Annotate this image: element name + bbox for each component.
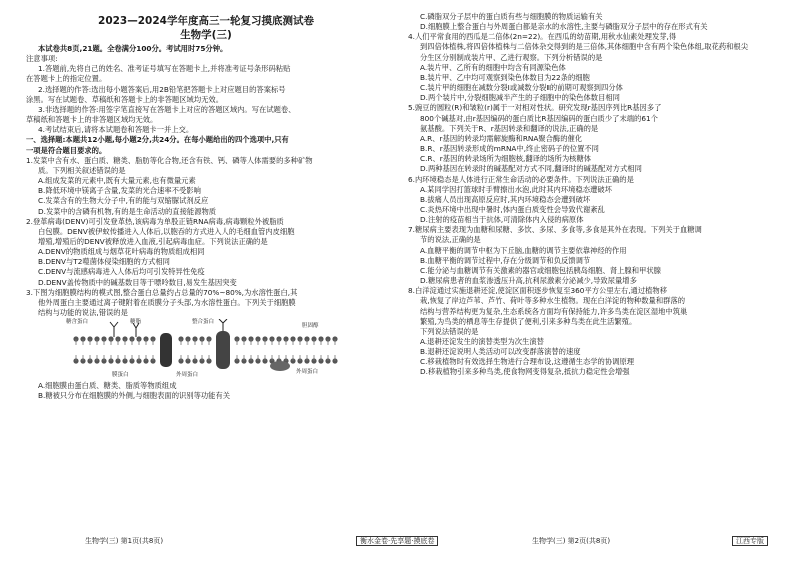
text-line: B.糖被只分布在细胞膜的外侧,与细胞表面的识别等功能有关 xyxy=(38,391,231,401)
text-line: 800个碱基对,由r基因编码的蛋白质比R基因编码的蛋白质少了末端的61个 xyxy=(420,113,658,123)
text-line: A.某同学因打篮球时手臂擦出水泡,此时其内环境稳态遭破坏 xyxy=(420,184,612,194)
text-line: B.退耕还淀说明人类活动可以改变群落演替的速度 xyxy=(420,347,581,357)
protein-sugar-chain xyxy=(219,319,227,331)
text-line: C.磷脂双分子层中的蛋白质有些与细胞膜的物质运输有关 xyxy=(420,12,603,21)
text-line: 一、选择题:本题共12小题,每小题2分,共24分。在每小题给出的四个选项中,只有 xyxy=(26,135,289,145)
text-line: 1.答题前,先将自己的姓名、准考证号填写在答题卡上,并将准考证号条形码粘贴 xyxy=(38,64,291,74)
text-line: B.装片甲、乙中均可观察到染色体数目为22条的细胞 xyxy=(420,72,590,82)
text-line: 白包膜。DENV被伊蚊传播进入人体后,以胞吞的方式进入人的毛细血管内皮细胞 xyxy=(38,226,295,236)
text-line: 在答题卡上的指定位置。 xyxy=(26,74,107,84)
text-line: A.组成发菜的元素中,既有大量元素,也有微量元素 xyxy=(38,176,196,186)
text-line: 结构与营养结构更为复杂,生态系统各方面均有保持能力,许多鸟类在淀区湿地中筑巢 xyxy=(420,306,688,316)
text-line: 4.考试结束后,请将本试题卷和答题卡一并上交。 xyxy=(38,125,194,135)
text-line: D.两个装片中,分裂细胞减半产生的子细胞中的染色体数目相同 xyxy=(420,93,620,103)
text-line: C.发菜含有的生物大分子中,有的能与双缩脲试剂反应 xyxy=(38,196,209,206)
glycolipid-chain xyxy=(133,323,139,337)
cell-membrane-figure xyxy=(26,319,386,379)
peripheral-protein-shape xyxy=(270,361,290,371)
right-lines xyxy=(408,12,780,378)
text-line: B.R、r基因转录形成的mRNA中,终止密码子的位置不同 xyxy=(420,144,599,154)
series-tag: 衡水金卷·先享题·摸底卷 xyxy=(356,536,438,546)
text-line: D.两种基因在转录时的碱基配对方式不同,翻译时的碱基配对方式相同 xyxy=(420,164,642,174)
text-line: 增殖,增殖后的DENV被释放进入血液,引起病毒血症。下列说法正确的是 xyxy=(38,236,268,246)
text-line: 一项是符合题目要求的。 xyxy=(26,145,107,155)
text-line: 8.白洋淀通过实施退耕还淀,使淀区面积逐步恢复至360平方公里左右,通过植物移 xyxy=(408,286,668,296)
text-line: B.血糖平衡的调节过程中,存在分级调节和负反馈调节 xyxy=(420,255,591,265)
text-line: 本试卷共8页,21题。全卷满分100分。考试用时75分钟。 xyxy=(38,44,228,53)
text-line: 栽,恢复了岸边芦苇、芦竹、荷叶等多种水生植物。现在白洋淀的物种数量和群落的 xyxy=(420,296,686,306)
text-line: 他外周蛋白主要通过离子键附着在质膜分子头部,为水溶性蛋白。下列关于细胞膜 xyxy=(38,297,296,307)
text-line: B.DENV与T2噬菌体侵染细胞的方式相同 xyxy=(38,257,170,267)
text-line: A.R、r基因的转录均需解旋酶和RNA聚合酶的催化 xyxy=(420,133,583,143)
text-line: 繁殖,为鸟类的栖息等生存提供了便利,引来多种鸟类在此生活繁殖。 xyxy=(420,316,637,326)
text-line: 6.内环境稳态是人体进行正常生命活动的必要条件。下列说法正确的是 xyxy=(408,174,634,184)
text-line: D.细胞膜上整合蛋白与外周蛋白都是亲水的水溶性,主要与磷脂双分子层中的存在形式有关 xyxy=(420,22,708,32)
exam-subtitle: 生物学(三) xyxy=(180,29,232,41)
text-line: 2.登革病毒(DENV)可引发登革热,该病毒为单股正链RNA病毒,病毒颗粒外被脂质 xyxy=(26,216,284,226)
text-line: 分生区分别制成装片甲、乙进行观察。下列分析错误的是 xyxy=(420,52,603,62)
figure-label-peripheral-protein-2: 外周蛋白 xyxy=(296,369,319,376)
text-line: C.装片甲的细胞在减数分裂Ⅰ或减数分裂Ⅱ的前期可观察到四分体 xyxy=(420,83,623,93)
text-line: C.移栽植物时有效选择生物进行合理布设,这遵循生态学的协调原理 xyxy=(420,357,635,367)
figure-label-peripheral-protein: 外周蛋白 xyxy=(176,372,199,379)
text-line: 结构与功能的说法,错误的是 xyxy=(38,308,128,318)
text-line: 注意事项: xyxy=(26,54,58,64)
text-line: D.DENV盖传物质中的碱基数目等于嘌呤数目,易发生基因突变 xyxy=(38,277,237,287)
text-line: 2.选择题的作答:选出每小题答案后,用2B铅笔把答题卡上对应题目的答案标号 xyxy=(38,84,286,94)
left-lines-after xyxy=(26,381,386,401)
text-line: A.退耕还淀发生的演替类型为次生演替 xyxy=(420,337,544,346)
right-column xyxy=(408,12,780,378)
figure-label-glycolipid: 糖脂 xyxy=(130,319,142,326)
text-line: D.移栽植物引来多种鸟类,使食物网变得复杂,抵抗力稳定性会增强 xyxy=(420,367,630,377)
text-line: B.拔痛人员出现高原反应时,其内环境稳态会遭到破坏 xyxy=(420,194,591,204)
integral-protein-shape xyxy=(160,333,172,367)
figure-label-cholesterol: 胆固醇 xyxy=(302,323,319,330)
text-line: 涂黑。写在试题卷、草稿纸和答题卡上的非答题区域均无效。 xyxy=(26,94,224,104)
text-line: C.R、r基因的转录场所为细胞核,翻译的场所为核糖体 xyxy=(420,154,592,164)
glycoprotein-chain xyxy=(110,322,118,337)
text-line: A.血糖平衡的调节中枢为下丘脑,血糖的调节主要依靠神经的作用 xyxy=(420,245,627,255)
figure-label-integral-protein: 整合蛋白 xyxy=(192,319,215,326)
region-tag: 江西专版 xyxy=(732,536,768,546)
text-line: 4.人们平常食用的西瓜是二倍体(2n=22)。在西瓜的幼苗期,用秋水仙素处理发芽,得 xyxy=(408,32,677,42)
text-line: A.装片甲、乙所有的细胞中均含有同源染色体 xyxy=(420,62,566,72)
text-line: C.炎热环境中出现中暑时,体内蛋白质变性会导致代谢紊乱 xyxy=(420,204,605,214)
transmembrane-protein-shape xyxy=(216,331,230,369)
text-line: D.糖尿病患者的血浆渗透压升高,抗利尿激素分泌减少,导致尿量增多 xyxy=(420,276,637,286)
figure-label-glycoprotein: 糖含蛋白 xyxy=(66,319,89,326)
text-line: D.发菜中的含磷有机物,有的是生命活动的直接能源物质 xyxy=(38,206,217,216)
footer-center xyxy=(356,536,438,546)
text-line: 3.下图为细胞膜结构的模式图,整合蛋白总量约占总量的70%~80%,为水溶性蛋白,其 xyxy=(26,287,298,297)
text-line: A.细胞膜由蛋白质、糖类、脂质等物质组成 xyxy=(38,381,177,391)
text-line: B.降低环境中镁离子含量,发菜的光合速率不受影响 xyxy=(38,186,201,196)
exam-title: 2023—2024学年度高三一轮复习摸底测试卷 xyxy=(98,15,314,27)
text-line: 质。下列相关叙述错误的是 xyxy=(38,165,126,175)
text-line: 下列说法错误的是 xyxy=(420,326,479,336)
text-line: 节的说法,正确的是 xyxy=(420,235,481,245)
text-line: 到四倍体植株,将四倍体植株与二倍体杂交得到的是三倍体,其体细胞中含有两个染色体组,取花药和根尖 xyxy=(420,42,749,52)
text-line: 3.非选择题的作答:用签字笔直接写在答题卡上对应的答题区域内。写在试题卷、 xyxy=(38,104,296,114)
text-line: 1.发菜中含有水、蛋白质、糖类、脂肪等化合物,还含有铁、钙、磷等人体需要的多种矿物 xyxy=(26,155,313,165)
footer-region xyxy=(732,536,768,546)
text-line: 5.豌豆的圆粒(R)和皱粒(r)属于一对相对性状。研究发现r基因序列比R基因多了 xyxy=(408,103,662,113)
footer-page-left: 生物学(三) 第1页(共8页) xyxy=(85,537,164,545)
figure-label-membrane-protein: 膜蛋白 xyxy=(112,372,129,379)
footer-page-right: 生物学(三) 第2页(共8页) xyxy=(532,537,611,545)
text-line: 草稿纸和答题卡上的非答题区域均无效。 xyxy=(26,115,158,125)
text-line: 氨基酸。下列关于R、r基因转录和翻译的说法,正确的是 xyxy=(420,123,599,133)
left-column xyxy=(26,12,386,402)
left-lines xyxy=(26,44,386,318)
text-line: D.注射的疫苗相当于抗体,可清除体内入侵的病原体 xyxy=(420,215,584,225)
text-line: C.能分泌与血糖调节有关激素的器官或细胞包括胰岛细胞、肾上腺和甲状腺 xyxy=(420,265,661,275)
text-line: C.DENV与流感病毒进入人体后均可引发特异性免疫 xyxy=(38,267,205,277)
text-line: A.DENV的物质组成与烟草花叶病毒的物质组成相同 xyxy=(38,247,205,257)
text-line: 7.糖尿病主要表现为血糖和尿糖、多饮、多尿、多食等,多食是其外在表现。下列关于血糖调 xyxy=(408,225,702,235)
